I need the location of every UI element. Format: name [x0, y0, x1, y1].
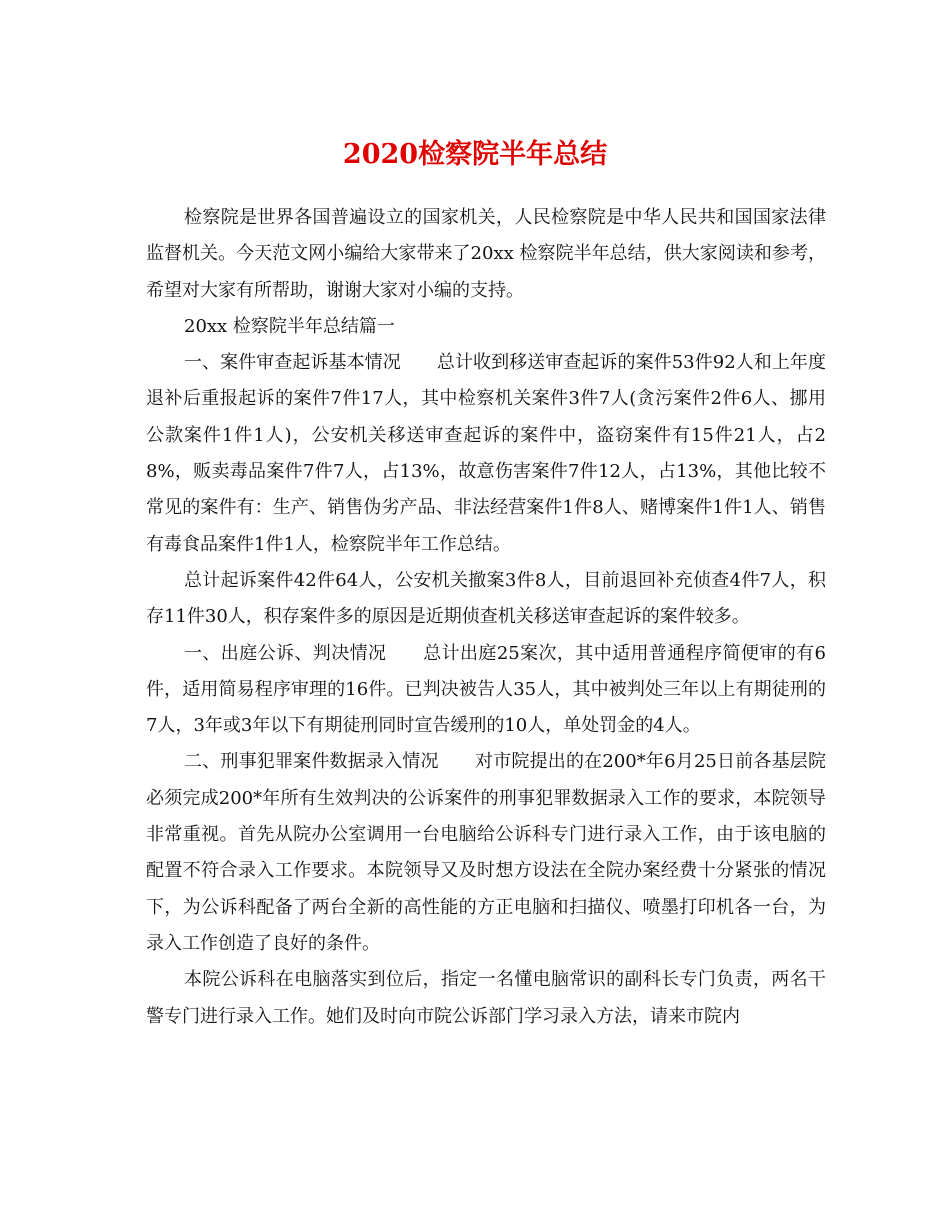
paragraph-intro: 检察院是世界各国普遍设立的国家机关，人民检察院是中华人民共和国国家法律监督机关。今天范文网小编给大家带来了20xx 检察院半年总结，供大家阅读和参考，希望对大家有所帮助，谢谢大家对小编的支持。 [146, 207, 826, 301]
document-body [146, 200, 826, 1035]
paragraph-data-entry: 二、刑事犯罪案件数据录入情况 对市院提出的在200*年6月25日前各基层院必须完成200*年所有生效判决的公诉案件的刑事犯罪数据录入工作的要求，本院领导非常重视。首先从院办公室调用一台电脑给公诉科专门进行录入工作，由于该电脑的配置不符合录入工作要求。本院领导又及时想方设法在全院办案经费十分紧张的情况下，为公诉科配备了两台全新的高性能的方正电脑和扫描仪、喷墨打印机各一台，为录入工作创造了良好的条件。 [146, 751, 826, 954]
paragraph-computer-setup: 本院公诉科在电脑落实到位后，指定一名懂电脑常识的副科长专门负责，两名干警专门进行录入工作。她们及时向市院公诉部门学习录入方法，请来市院内 [146, 969, 826, 1027]
paragraph-section-heading: 20xx 检察院半年总结篇一 [184, 315, 395, 337]
document-title: 2020检察院半年总结 [342, 139, 608, 170]
paragraph-case-review: 一、案件审查起诉基本情况 总计收到移送审查起诉的案件53件92人和上年度退补后重报起诉的案件7件17人，其中检察机关案件3件7人(贪污案件2件6人、挪用公款案件1件1人)，公安机关移送审查起诉的案件中，盗窃案件有15件21人，占28%，贩卖毒品案件7件7人，占13%，故意伤害案件7件12人，占13%，其他比较不常见的案件有：生产、销售伪劣产品、非法经营案件1件8人、赌博案件1件1人、销售有毒食品案件1件1人，检察院半年工作总结。 [146, 352, 826, 555]
paragraph-court-appearance: 一、出庭公诉、判决情况 总计出庭25案次，其中适用普通程序简便审的有6件，适用简易程序审理的16件。已判决被告人35人，其中被判处三年以上有期徒刑的7人，3年或3年以下有期徒刑同时宣告缓刑的10人，单处罚金的4人。 [146, 642, 826, 737]
paragraph-prosecution-total: 总计起诉案件42件64人，公安机关撤案3件8人，目前退回补充侦查4件7人，积存11件30人，积存案件多的原因是近期侦查机关移送审查起诉的案件较多。 [146, 569, 826, 628]
